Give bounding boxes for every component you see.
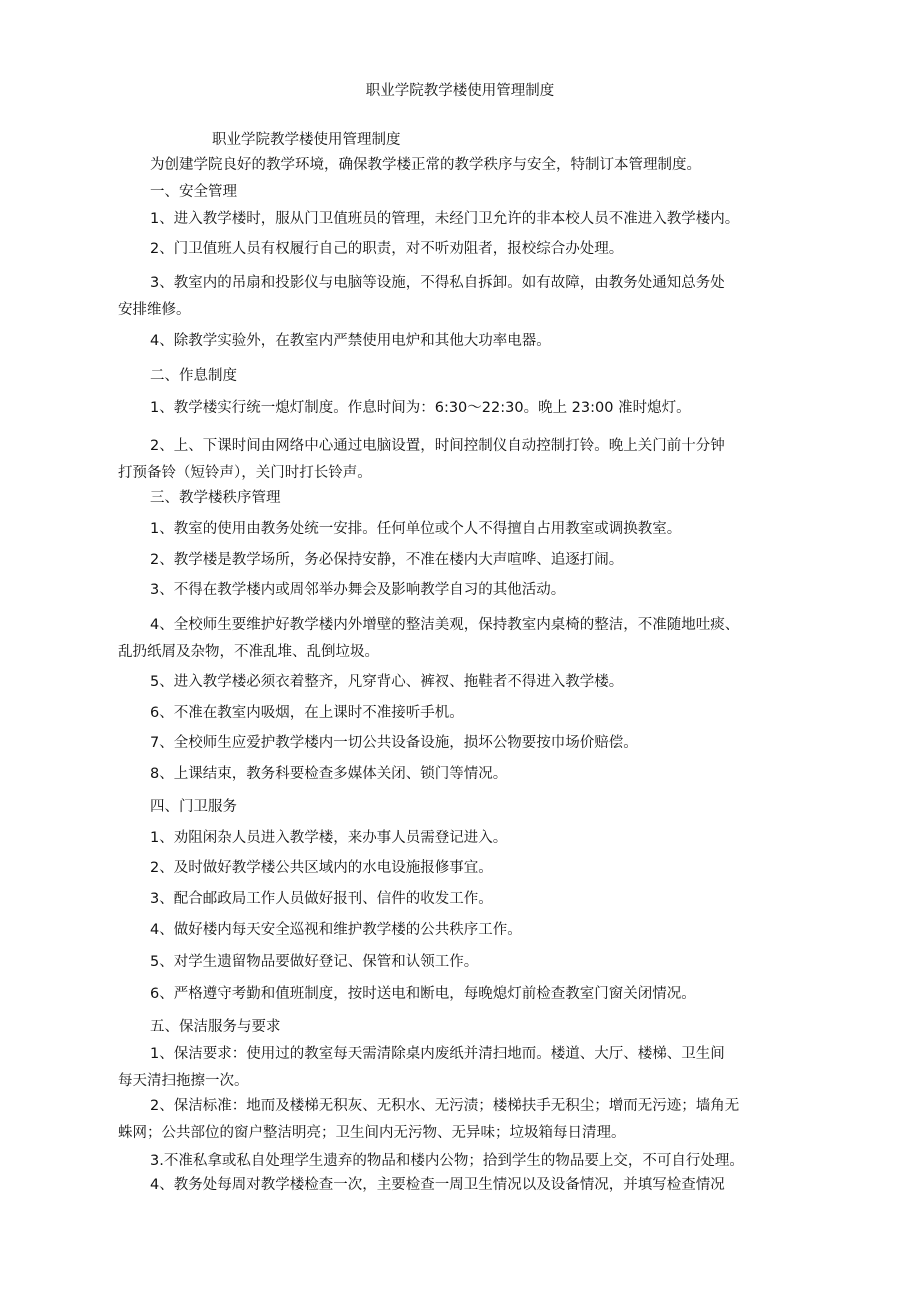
document-subtitle: 职业学院教学楼使用管理制度: [212, 132, 401, 148]
list-item: 3.不准私拿或私自处理学生遗弃的物品和楼内公物；拾到学生的物品要上交，不可自行处理。: [150, 1153, 744, 1169]
document-title: 职业学院教学楼使用管理制度: [365, 83, 555, 99]
list-item: 2、保洁标准：地而及楼梯无积灰、无积水、无污渍；楼梯扶手无积尘；增而无污迹；墙角无: [150, 1098, 740, 1114]
list-item: 5、对学生遗留物品要做好登记、保管和认领工作。: [150, 954, 479, 970]
list-item: 7、全校师生应爱护教学楼内一切公共设备设施，损坏公物要按巾场价赔偿。: [150, 735, 638, 751]
list-item-continuation: 乱扔纸屑及杂物，不准乱堆、乱倒垃圾。: [118, 644, 379, 660]
section-heading-schedule: 二、作息制度: [150, 368, 237, 384]
list-item: 2、门卫值班人员有权履行自己的职责，对不听劝阻者，报校综合办处理。: [150, 241, 624, 257]
list-item: 1、教学楼实行统一熄灯制度。作息时间为：6:30～22:30。晚上 23:00 准时熄灯。: [150, 400, 691, 416]
list-item: 1、保洁要求：使用过的教室每天需清除桌内废纸并清扫地而。楼道、大厅、楼梯、卫生间: [150, 1046, 725, 1062]
intro-paragraph: 为创建学院良好的教学环境，确保教学楼正常的教学秩序与安全，特制订本管理制度。: [150, 157, 701, 173]
list-item: 2、上、下课时间由网络中心通过电脑设置，时间控制仪自动控制打铃。晚上关门前十分钟: [150, 438, 725, 454]
list-item: 5、进入教学楼必须衣着整齐，凡穿背心、裤衩、拖鞋者不得进入教学楼。: [150, 674, 624, 690]
list-item: 6、不准在教室内吸烟，在上课时不准接听手机。: [150, 705, 464, 721]
list-item: 3、不得在教学楼内或周邻举办舞会及影响教学自习的其他活动。: [150, 582, 566, 598]
list-item-continuation: 每天清扫拖擦一次。: [118, 1073, 249, 1089]
list-item: 4、全校师生要维护好教学楼内外增壁的整洁美观，保持教室内桌椅的整洁，不准随地吐痰、: [150, 617, 740, 633]
list-item-continuation: 打预备铃（短铃声），关门时打长铃声。: [118, 465, 372, 481]
section-heading-safety: 一、安全管理: [150, 184, 237, 200]
list-item: 1、教室的使用由教务处统一安排。任何单位或个人不得擅自占用教室或调换教室。: [150, 521, 682, 537]
list-item-continuation: 蛛网；公共部位的窗户整洁明亮；卫生间内无污物、无异味；垃圾箱每日清理。: [118, 1125, 626, 1141]
list-item: 2、教学楼是教学场所，务必保持安静，不准在楼内大声喧哗、追逐打闹。: [150, 552, 624, 568]
list-item: 8、上课结束，教务科要检查多媒体关闭、锁门等情况。: [150, 766, 508, 782]
list-item: 3、教室内的吊扇和投影仪与电脑等设施，不得私自拆卸。如有故障，由教务处通知总务处: [150, 275, 725, 291]
list-item: 4、做好楼内每天安全巡视和维护教学楼的公共秩序工作。: [150, 922, 522, 938]
list-item: 4、除教学实验外，在教室内严禁使用电炉和其他大功率电器。: [150, 333, 551, 349]
section-heading-cleaning: 五、保洁服务与要求: [150, 1019, 281, 1035]
section-heading-order: 三、教学楼秩序管理: [150, 490, 281, 506]
list-item: 3、配合邮政局工作人员做好报刊、信件的收发工作。: [150, 891, 493, 907]
list-item: 2、及时做好教学楼公共区域内的水电设施报修事宜。: [150, 860, 493, 876]
list-item: 6、严格遵守考勤和值班制度，按时送电和断电，每晚熄灯前检查教室门窗关闭情况。: [150, 986, 696, 1002]
list-item: 1、进入教学楼时，服从门卫值班员的管理，未经门卫允许的非本校人员不准进入教学楼内。: [150, 211, 740, 227]
list-item: 4、教务处每周对教学楼检查一次，主要检查一周卫生情况以及设备情况，并填写检查情况: [150, 1177, 725, 1193]
list-item-continuation: 安排维修。: [118, 302, 191, 318]
list-item: 1、劝阻闲杂人员进入教学楼，来办事人员需登记进入。: [150, 830, 508, 846]
section-heading-guard: 四、门卫服务: [150, 799, 237, 815]
